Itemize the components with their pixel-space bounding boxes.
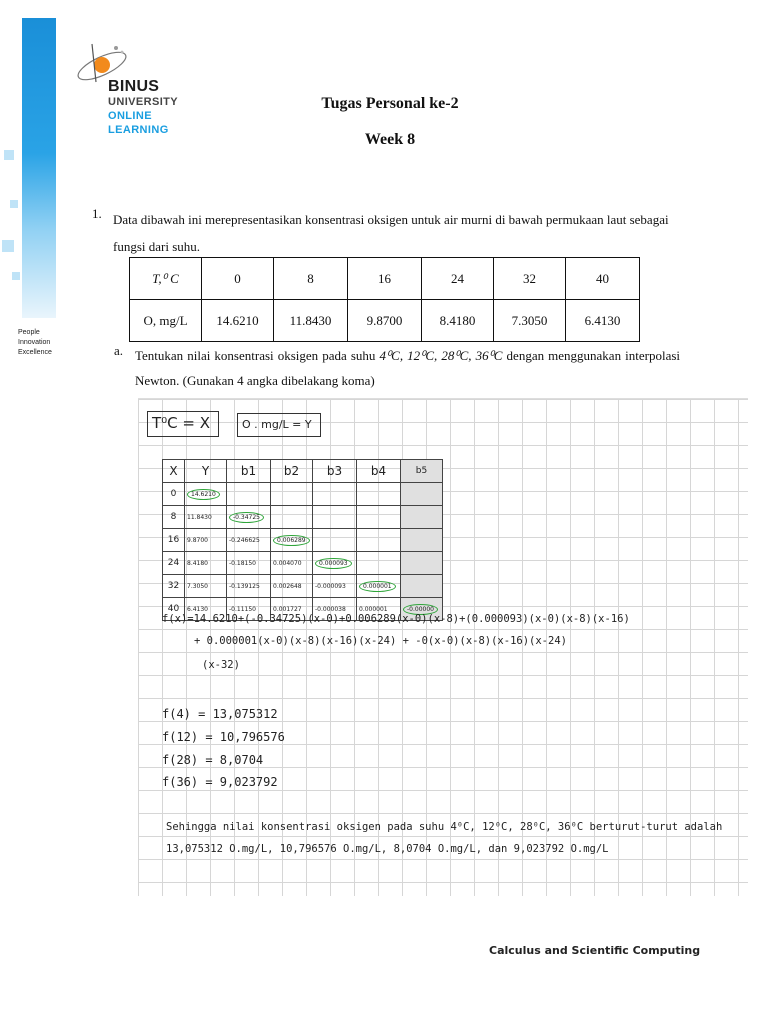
subquestion-label: a. [114,343,124,358]
table-cell: -0.18150 [227,552,271,575]
highlighted-value: 14.6210 [187,489,220,500]
page-title: Tugas Personal ke-2 [321,95,459,112]
table-cell [357,575,401,598]
subquestion-text [135,343,680,393]
table-row [130,300,640,342]
table-cell [271,506,313,529]
table-cell [313,552,357,575]
table-cell: 11.8430 [185,506,227,529]
tagline-line: Innovation [18,339,51,346]
table-cell: 6.4130 [185,598,227,621]
table-cell [357,529,401,552]
table-cell: b1 [227,460,271,483]
table-row [163,552,443,575]
table-cell [271,529,313,552]
table-cell: 40 [566,258,640,300]
subquestion-temperatures: 4⁰C, 12⁰C, 28⁰C, 36⁰C [379,348,503,363]
table-cell: T,⁰ C [130,258,202,300]
tagline-line: People [18,329,40,336]
table-cell: 16 [348,258,422,300]
binus-logo [72,38,192,142]
table-cell [313,483,357,506]
temperature-oxygen-table [129,257,640,342]
table-row [163,506,443,529]
decorative-side-strip [0,0,56,320]
table-cell [357,552,401,575]
question-text: Data dibawah ini merepresentasikan konsentrasi oksigen untuk air murni di bawah permukaan laut sebagai fungsi dari suhu. [113,212,669,254]
table-cell: 0.001727 [271,598,313,621]
course-footer: Calculus and Scientific Computing [489,944,701,957]
table-row [130,258,640,300]
logo-name: BINUS [108,78,160,95]
table-cell: 32 [494,258,566,300]
logo-line-learning: LEARNING [108,124,169,136]
formula-line: f(x)=14.6210+(-0.34725)(x-0)+0.006289(x-0)(x-8)+(0.000093)(x-0)(x-8)(x-16) [162,613,630,625]
subquestion-before: Tentukan nilai konsentrasi oksigen pada suhu [135,348,376,363]
table-cell: O, mg/L [130,300,202,342]
page-subtitle: Week 8 [364,131,416,148]
table-cell: 24 [163,552,185,575]
result-f12: f(12) = 10,796576 [162,730,285,744]
table-cell [271,483,313,506]
table-cell [401,552,443,575]
table-cell [401,529,443,552]
table-cell [357,483,401,506]
table-cell: X [163,460,185,483]
table-cell [185,483,227,506]
table-cell [357,506,401,529]
table-cell: -0.000093 [313,575,357,598]
university-tagline [18,328,52,358]
result-f36: f(36) = 9,023792 [162,775,278,789]
table-cell: 8.4180 [422,300,494,342]
table-cell: b2 [271,460,313,483]
table-cell: 0 [163,483,185,506]
table-cell: 8.4180 [185,552,227,575]
formula-line: (x-32) [202,659,240,671]
logo-line-online: ONLINE [108,110,152,122]
table-row [163,575,443,598]
highlighted-value: 0.006289 [273,535,310,546]
table-cell: 8 [163,506,185,529]
table-cell: -0.000038 [313,598,357,621]
table-cell: 11.8430 [274,300,348,342]
logo-line-university: UNIVERSITY [108,96,179,108]
formula-line: + 0.000001(x-0)(x-8)(x-16)(x-24) + -0(x-0)(x-8)(x-16)(x-24) [194,635,567,647]
table-cell: 0.000001 [357,598,401,621]
table-cell: b4 [357,460,401,483]
conclusion-line: Sehingga nilai konsentrasi oksigen pada suhu 4⁰C, 12⁰C, 28⁰C, 36⁰C berturut-turut adalah [166,821,723,833]
table-cell: 32 [163,575,185,598]
table-cell: 16 [163,529,185,552]
handwritten-worksheet [138,398,748,896]
table-cell: 24 [422,258,494,300]
table-cell [313,529,357,552]
highlighted-value: 0.000001 [359,581,396,592]
table-cell [401,575,443,598]
divided-difference-table [162,459,443,621]
result-f4: f(4) = 13,075312 [162,707,278,721]
table-cell: 14.6210 [202,300,274,342]
table-cell: 9.8700 [348,300,422,342]
table-cell: 9.8700 [185,529,227,552]
table-row [163,460,443,483]
table-cell [401,483,443,506]
table-cell: 0.002648 [271,575,313,598]
conclusion-line: 13,075312 O.mg/L, 10,796576 O.mg/L, 8,0704 O.mg/L, dan 9,023792 O.mg/L [166,843,609,855]
result-f28: f(28) = 8,0704 [162,753,264,767]
highlighted-value: -0.00000 [403,604,438,615]
table-cell: 6.4130 [566,300,640,342]
variable-box-temperature: T⁰C = X [147,411,219,437]
table-cell: 0 [202,258,274,300]
table-cell: 0.004070 [271,552,313,575]
table-cell: Y [185,460,227,483]
table-cell: 7.3050 [185,575,227,598]
table-cell: -0.139125 [227,575,271,598]
tagline-line: Excellence [18,349,52,356]
table-cell [401,506,443,529]
question-number: 1. [92,206,102,221]
table-cell: b5 [401,460,443,483]
table-row [163,529,443,552]
subquestion-after: dengan menggunakan interpolasi Newton. (Gunakan 4 angka dibelakang koma) [135,348,681,388]
table-cell [227,483,271,506]
table-cell: b3 [313,460,357,483]
table-cell: 40 [163,598,185,621]
table-cell [313,506,357,529]
table-cell: 7.3050 [494,300,566,342]
highlighted-value: -0.34725 [229,512,264,523]
table-cell: -0.11150 [227,598,271,621]
highlighted-value: 0.000093 [315,558,352,569]
table-cell: -0.246625 [227,529,271,552]
table-cell [227,506,271,529]
variable-box-oxygen: O . mg/L = Y [237,413,321,437]
table-cell: 8 [274,258,348,300]
table-row [163,483,443,506]
